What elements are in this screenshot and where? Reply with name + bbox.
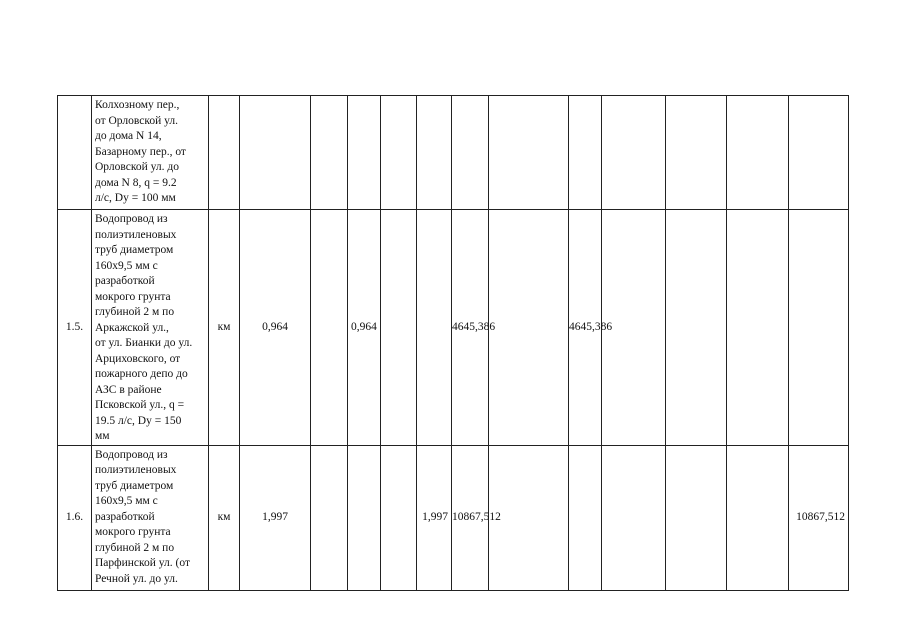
cell-col11 bbox=[727, 210, 789, 446]
cell-col11 bbox=[727, 445, 789, 590]
row-unit: км bbox=[209, 210, 240, 446]
table-row bbox=[58, 96, 849, 210]
cell-col3 bbox=[348, 445, 381, 590]
cell-col6 bbox=[452, 96, 489, 210]
cell-col6: 4645,386 bbox=[452, 210, 489, 446]
cell-col9 bbox=[602, 445, 666, 590]
cell-col5: 1,997 bbox=[417, 445, 452, 590]
cell-col3 bbox=[348, 96, 381, 210]
cell-col8 bbox=[569, 96, 602, 210]
cell-col2 bbox=[311, 210, 348, 446]
cell-col2 bbox=[311, 445, 348, 590]
cell-col10 bbox=[666, 96, 727, 210]
cell-col11 bbox=[727, 96, 789, 210]
cell-col10 bbox=[666, 445, 727, 590]
row-number: 1.5. bbox=[58, 210, 92, 446]
cell-col12 bbox=[789, 210, 849, 446]
table-row bbox=[58, 210, 849, 446]
cell-col7 bbox=[489, 96, 569, 210]
row-unit bbox=[209, 96, 240, 210]
cell-col4 bbox=[381, 96, 417, 210]
cell-col3: 0,964 bbox=[348, 210, 381, 446]
cell-col12 bbox=[789, 96, 849, 210]
cell-col8: 4645,386 bbox=[569, 210, 602, 446]
cell-col1: 1,997 bbox=[240, 445, 311, 590]
cell-col6: 10867,512 bbox=[452, 445, 489, 590]
row-description: Водопровод из полиэтиленовых труб диаметром 160x9,5 мм с разработкой мокрого грунта глубиной 2 м по Парфинской ул. (от Речной ул. до ул. bbox=[92, 445, 209, 590]
row-description: Колхозному пер., от Орловской ул. до дома N 14, Базарному пер., от Орловской ул. до дома N 8, q = 9.2 л/с, Dy = 100 мм bbox=[92, 96, 209, 210]
cell-col5 bbox=[417, 96, 452, 210]
cell-col1: 0,964 bbox=[240, 210, 311, 446]
row-description: Водопровод из полиэтиленовых труб диаметром 160x9,5 мм с разработкой мокрого грунта глубиной 2 м по Аркажской ул., от ул. Бианки до ул. Арциховского, от пожарного депо до АЗС в районе Псковской ул., q = 19.5 л/с, Dy = 150 мм bbox=[92, 210, 209, 446]
row-number bbox=[58, 96, 92, 210]
cell-col7 bbox=[489, 210, 569, 446]
cell-col4 bbox=[381, 210, 417, 446]
cell-col4 bbox=[381, 445, 417, 590]
cell-col10 bbox=[666, 210, 727, 446]
row-number: 1.6. bbox=[58, 445, 92, 590]
document-table bbox=[57, 95, 849, 591]
table-row bbox=[58, 445, 849, 590]
cell-col8 bbox=[569, 445, 602, 590]
cell-col9 bbox=[602, 96, 666, 210]
row-unit: км bbox=[209, 445, 240, 590]
cell-col5 bbox=[417, 210, 452, 446]
cell-col12: 10867,512 bbox=[789, 445, 849, 590]
cell-col2 bbox=[311, 96, 348, 210]
cell-col1 bbox=[240, 96, 311, 210]
